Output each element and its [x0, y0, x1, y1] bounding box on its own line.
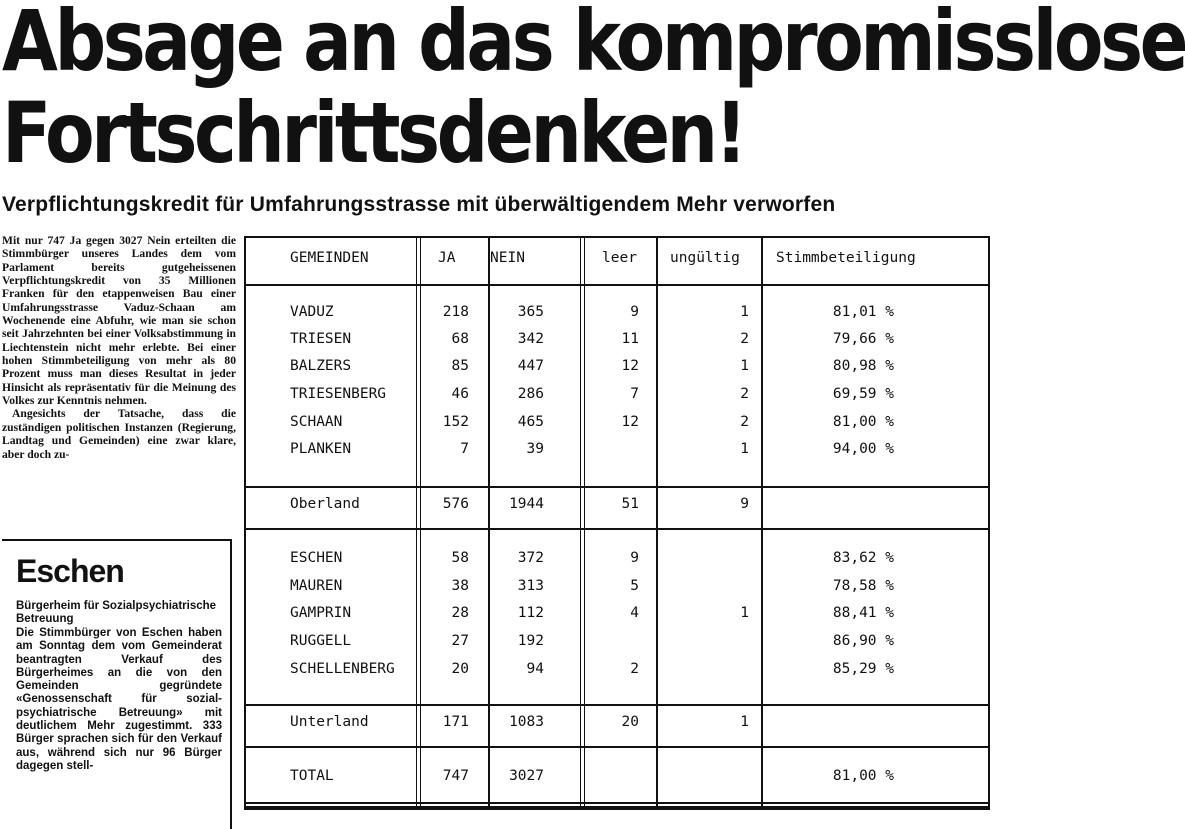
table-row-name: PLANKEN — [290, 441, 352, 457]
table-row-beteiligung: 78,58 % — [832, 578, 894, 594]
table-row-leer: 2 — [630, 661, 639, 677]
table-row-name: SCHELLENBERG — [290, 661, 395, 677]
table-row-ungueltig: 1 — [740, 304, 749, 320]
row-divider — [246, 806, 988, 808]
table-row-ja: 38 — [451, 578, 469, 594]
row-divider — [246, 746, 988, 748]
table-row-ja: 58 — [451, 550, 469, 566]
table-row-beteiligung: 88,41 % — [832, 605, 894, 621]
table-row-beteiligung: 86,90 % — [832, 633, 894, 649]
table-row-ja: 46 — [451, 386, 469, 402]
eschen-subtitle: Bürgerheim für Sozialpsychiatrische Betreuung — [16, 600, 217, 625]
table-row-ungueltig: 2 — [740, 386, 749, 402]
table-row-name: SCHAAN — [290, 414, 343, 430]
eschen-title: Eschen — [16, 553, 124, 589]
table-row-nein: 465 — [517, 414, 544, 430]
total-row-nein: 3027 — [509, 768, 544, 784]
table-row-nein: 112 — [517, 605, 544, 621]
table-row-ungueltig: 2 — [740, 331, 749, 347]
table-row-leer: 5 — [630, 578, 639, 594]
row-divider — [246, 802, 988, 804]
table-row-leer: 12 — [621, 414, 639, 430]
row-divider — [246, 486, 988, 488]
eschen-body: Die Stimmbürger von Eschen haben am Sonntag dem vom Gemeinderat beantragten Verkauf des Bürgerheimes an die von den Gemeinden gegründete «Genossenschaft für sozial-psychiatrische Betreuung» mit deutlichem Mehr zugestimmt. 333 Bürger sprachen sich für den Verkauf aus, während sich nur 96 Bürger dagegen stell- — [16, 627, 222, 772]
article-body — [2, 234, 236, 461]
table-row-leer: 12 — [621, 358, 639, 374]
subtotal-row-ja: 171 — [442, 714, 469, 730]
table-row-name: BALZERS — [290, 358, 352, 374]
subtotal-row-leer: 51 — [621, 496, 639, 512]
table-row-beteiligung: 79,66 % — [832, 331, 894, 347]
table-row-nein: 313 — [517, 578, 544, 594]
table-row-leer: 9 — [630, 304, 639, 320]
subtotal-row-name: Unterland — [290, 714, 369, 730]
table-row-ja: 85 — [451, 358, 469, 374]
subtotal-row-nein: 1944 — [509, 496, 544, 512]
table-header: leer — [602, 250, 637, 266]
table-row-beteiligung: 85,29 % — [832, 661, 894, 677]
table-row-leer: 11 — [621, 331, 639, 347]
table-row-beteiligung: 94,00 % — [832, 441, 894, 457]
table-row-leer: 9 — [630, 550, 639, 566]
total-row-name: TOTAL — [290, 768, 334, 784]
headline-line-2: Fortschrittsdenken! — [2, 84, 745, 182]
subtotal-row-nein: 1083 — [509, 714, 544, 730]
table-row-name: VADUZ — [290, 304, 334, 320]
row-divider — [246, 704, 988, 706]
table-row-ungueltig: 1 — [740, 605, 749, 621]
article-paragraph: Mit nur 747 Ja gegen 3027 Nein erteilten die Stimmbürger unseres Landes dem vom Parlament bereits gutgeheissenen Verpflichtungskredit von 35 Millionen Franken für den etappenweisen Bau einer Umfahrungsstrasse Vaduz-Schaan am Wochenende eine Abfuhr, wie man sie schon seit Jahrzehnten bei einer Volksabstimmung in Liechtenstein nicht mehr erlebte. Bei einer hohen Stimmbeteiligung von mehr als 80 Prozent muss man dieses Resultat in jeder Hinsicht als repräsentativ für die Meinung des Volkes zur Kenntnis nehmen. — [2, 234, 236, 408]
table-row-nein: 342 — [517, 331, 544, 347]
table-row-name: TRIESENBERG — [290, 386, 387, 402]
subheadline: Verpflichtungskredit für Umfahrungsstrasse mit überwältigendem Mehr verworfen — [2, 193, 836, 216]
total-row-ja: 747 — [442, 768, 469, 784]
row-divider — [246, 284, 988, 286]
column-divider — [656, 238, 658, 808]
subtotal-row-leer: 20 — [621, 714, 639, 730]
column-divider — [416, 238, 421, 808]
table-row-ja: 27 — [451, 633, 469, 649]
table-header: ungültig — [670, 250, 740, 266]
table-row-ungueltig: 1 — [740, 358, 749, 374]
table-row-ja: 152 — [442, 414, 469, 430]
table-row-name: TRIESEN — [290, 331, 352, 347]
table-header: GEMEINDEN — [290, 250, 369, 266]
headline — [2, 0, 1185, 182]
subtotal-row-ungueltig: 9 — [740, 496, 749, 512]
column-divider — [580, 238, 585, 808]
table-row-beteiligung: 81,01 % — [832, 304, 894, 320]
table-row-nein: 94 — [526, 661, 544, 677]
table-row-beteiligung: 69,59 % — [832, 386, 894, 402]
article-paragraph: Angesichts der Tatsache, dass die zuständigen politischen Instanzen (Regierung, Landtag und Gemeinden) eine zwar klare, aber doch zu- — [2, 407, 236, 461]
table-row-nein: 39 — [526, 441, 544, 457]
table-row-ja: 68 — [451, 331, 469, 347]
table-row-leer: 7 — [630, 386, 639, 402]
table-row-nein: 192 — [517, 633, 544, 649]
table-row-leer: 4 — [630, 605, 639, 621]
subtotal-row-ungueltig: 1 — [740, 714, 749, 730]
results-table — [244, 236, 990, 810]
column-divider — [488, 238, 490, 808]
table-row-name: MAUREN — [290, 578, 343, 594]
table-row-ja: 7 — [460, 441, 469, 457]
table-row-beteiligung: 81,00 % — [832, 414, 894, 430]
table-header: Stimmbeteiligung — [776, 250, 916, 266]
eschen-sidebar — [2, 539, 232, 829]
table-header: NEIN — [490, 250, 525, 266]
table-row-nein: 372 — [517, 550, 544, 566]
headline-line-1: Absage an das kompromisslose — [2, 0, 1185, 90]
table-row-ja: 218 — [442, 304, 469, 320]
subtotal-row-ja: 576 — [442, 496, 469, 512]
table-row-nein: 286 — [517, 386, 544, 402]
row-divider — [246, 528, 988, 530]
table-row-nein: 365 — [517, 304, 544, 320]
table-row-nein: 447 — [517, 358, 544, 374]
subtotal-row-name: Oberland — [290, 496, 360, 512]
table-row-ungueltig: 1 — [740, 441, 749, 457]
table-row-ja: 28 — [451, 605, 469, 621]
table-row-ungueltig: 2 — [740, 414, 749, 430]
column-divider — [761, 238, 763, 808]
total-row-beteiligung: 81,00 % — [832, 768, 894, 784]
table-header: JA — [438, 250, 456, 266]
table-row-name: RUGGELL — [290, 633, 352, 649]
table-row-name: ESCHEN — [290, 550, 343, 566]
table-row-ja: 20 — [451, 661, 469, 677]
table-row-name: GAMPRIN — [290, 605, 352, 621]
table-row-beteiligung: 80,98 % — [832, 358, 894, 374]
table-row-beteiligung: 83,62 % — [832, 550, 894, 566]
